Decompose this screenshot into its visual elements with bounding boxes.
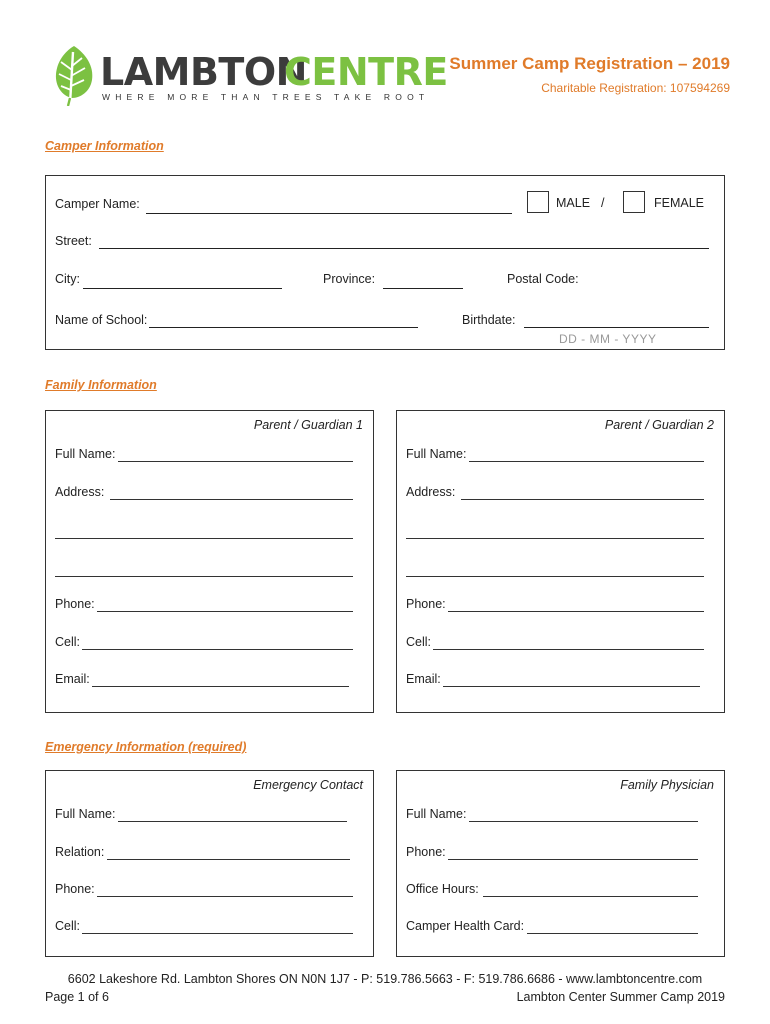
street-field[interactable] — [99, 248, 709, 249]
province-label: Province: — [323, 272, 376, 286]
guardian-1-full-name-field[interactable] — [118, 461, 353, 462]
guardian-1-box — [45, 410, 374, 713]
camper-name-field[interactable] — [146, 213, 512, 214]
family-section-title: Family Information — [45, 378, 157, 392]
emergency-phone-label: Phone: — [55, 882, 95, 896]
emergency-phone-field[interactable] — [97, 896, 353, 897]
postal-code-label: Postal Code: — [507, 272, 579, 286]
guardian-1-heading: Parent / Guardian 1 — [253, 418, 363, 432]
charitable-registration: Charitable Registration: 107594269 — [541, 81, 730, 95]
guardian-2-cell-label: Cell: — [406, 635, 432, 649]
camper-info-box — [45, 175, 725, 350]
guardian-2-address-field[interactable] — [461, 499, 704, 500]
guardian-1-cell-field[interactable] — [82, 649, 353, 650]
guardian-1-address-line-2[interactable] — [55, 538, 353, 539]
leaf-icon — [52, 44, 96, 106]
emergency-full-name-field[interactable] — [118, 821, 347, 822]
emergency-cell-field[interactable] — [82, 933, 353, 934]
guardian-2-address-label: Address: — [406, 485, 456, 499]
emergency-relation-label: Relation: — [55, 845, 105, 859]
street-label: Street: — [55, 234, 92, 248]
logo-tagline: WHERE MORE THAN TREES TAKE ROOT — [102, 92, 430, 102]
family-physician-heading: Family Physician — [620, 778, 714, 792]
gender-separator: / — [601, 196, 605, 210]
emergency-section-title: Emergency Information (required) — [45, 740, 247, 754]
physician-office-hours-label: Office Hours: — [406, 882, 479, 896]
camper-name-label: Camper Name: — [55, 197, 140, 211]
school-label: Name of School: — [55, 313, 148, 327]
emergency-full-name-label: Full Name: — [55, 807, 116, 821]
camper-health-card-label: Camper Health Card: — [406, 919, 525, 933]
guardian-2-address-line-2[interactable] — [406, 538, 704, 539]
family-physician-box — [396, 770, 725, 957]
guardian-1-email-field[interactable] — [92, 686, 349, 687]
footer-document-name: Lambton Center Summer Camp 2019 — [516, 990, 725, 1004]
emergency-contact-box — [45, 770, 374, 957]
guardian-2-email-field[interactable] — [443, 686, 700, 687]
male-label: MALE — [556, 196, 591, 210]
physician-full-name-field[interactable] — [469, 821, 698, 822]
guardian-2-phone-label: Phone: — [406, 597, 446, 611]
female-label: FEMALE — [654, 196, 705, 210]
city-label: City: — [55, 272, 80, 286]
female-checkbox[interactable] — [623, 191, 645, 213]
guardian-1-email-label: Email: — [55, 672, 90, 686]
physician-phone-label: Phone: — [406, 845, 446, 859]
logo-wordmark-centre: CENTRE — [284, 50, 448, 94]
guardian-1-cell-label: Cell: — [55, 635, 81, 649]
school-field[interactable] — [149, 327, 418, 328]
page-number: Page 1 of 6 — [45, 990, 109, 1004]
physician-office-hours-field[interactable] — [483, 896, 698, 897]
guardian-2-heading: Parent / Guardian 2 — [604, 418, 714, 432]
birthdate-label: Birthdate: — [462, 313, 516, 327]
logo-wordmark-lambton: LAMBTON — [100, 50, 307, 94]
emergency-relation-field[interactable] — [107, 859, 350, 860]
organization-logo — [52, 44, 448, 108]
camper-health-card-field[interactable] — [527, 933, 698, 934]
guardian-2-phone-field[interactable] — [448, 611, 704, 612]
guardian-1-phone-label: Phone: — [55, 597, 95, 611]
guardian-2-address-line-3[interactable] — [406, 576, 704, 577]
guardian-2-cell-field[interactable] — [433, 649, 704, 650]
guardian-1-full-name-label: Full Name: — [55, 447, 116, 461]
emergency-cell-label: Cell: — [55, 919, 81, 933]
footer-contact-info: 6602 Lakeshore Rd. Lambton Shores ON N0N 1J7 - P: 519.786.5663 - F: 519.786.6686 - www.lambtoncentre.com — [67, 972, 703, 986]
guardian-1-address-label: Address: — [55, 485, 105, 499]
document-title: Summer Camp Registration – 2019 — [449, 54, 730, 73]
city-field[interactable] — [83, 288, 282, 289]
province-field[interactable] — [383, 288, 463, 289]
guardian-1-phone-field[interactable] — [97, 611, 353, 612]
birthdate-field[interactable] — [524, 327, 709, 328]
guardian-1-address-line-3[interactable] — [55, 576, 353, 577]
guardian-2-full-name-label: Full Name: — [406, 447, 467, 461]
guardian-2-email-label: Email: — [406, 672, 441, 686]
guardian-2-full-name-field[interactable] — [469, 461, 704, 462]
guardian-2-box — [396, 410, 725, 713]
birthdate-format-hint: DD - MM - YYYY — [559, 332, 657, 346]
camper-section-title: Camper Information — [45, 139, 164, 153]
physician-full-name-label: Full Name: — [406, 807, 467, 821]
guardian-1-address-field[interactable] — [110, 499, 353, 500]
physician-phone-field[interactable] — [448, 859, 698, 860]
male-checkbox[interactable] — [527, 191, 549, 213]
emergency-contact-heading: Emergency Contact — [253, 778, 363, 792]
